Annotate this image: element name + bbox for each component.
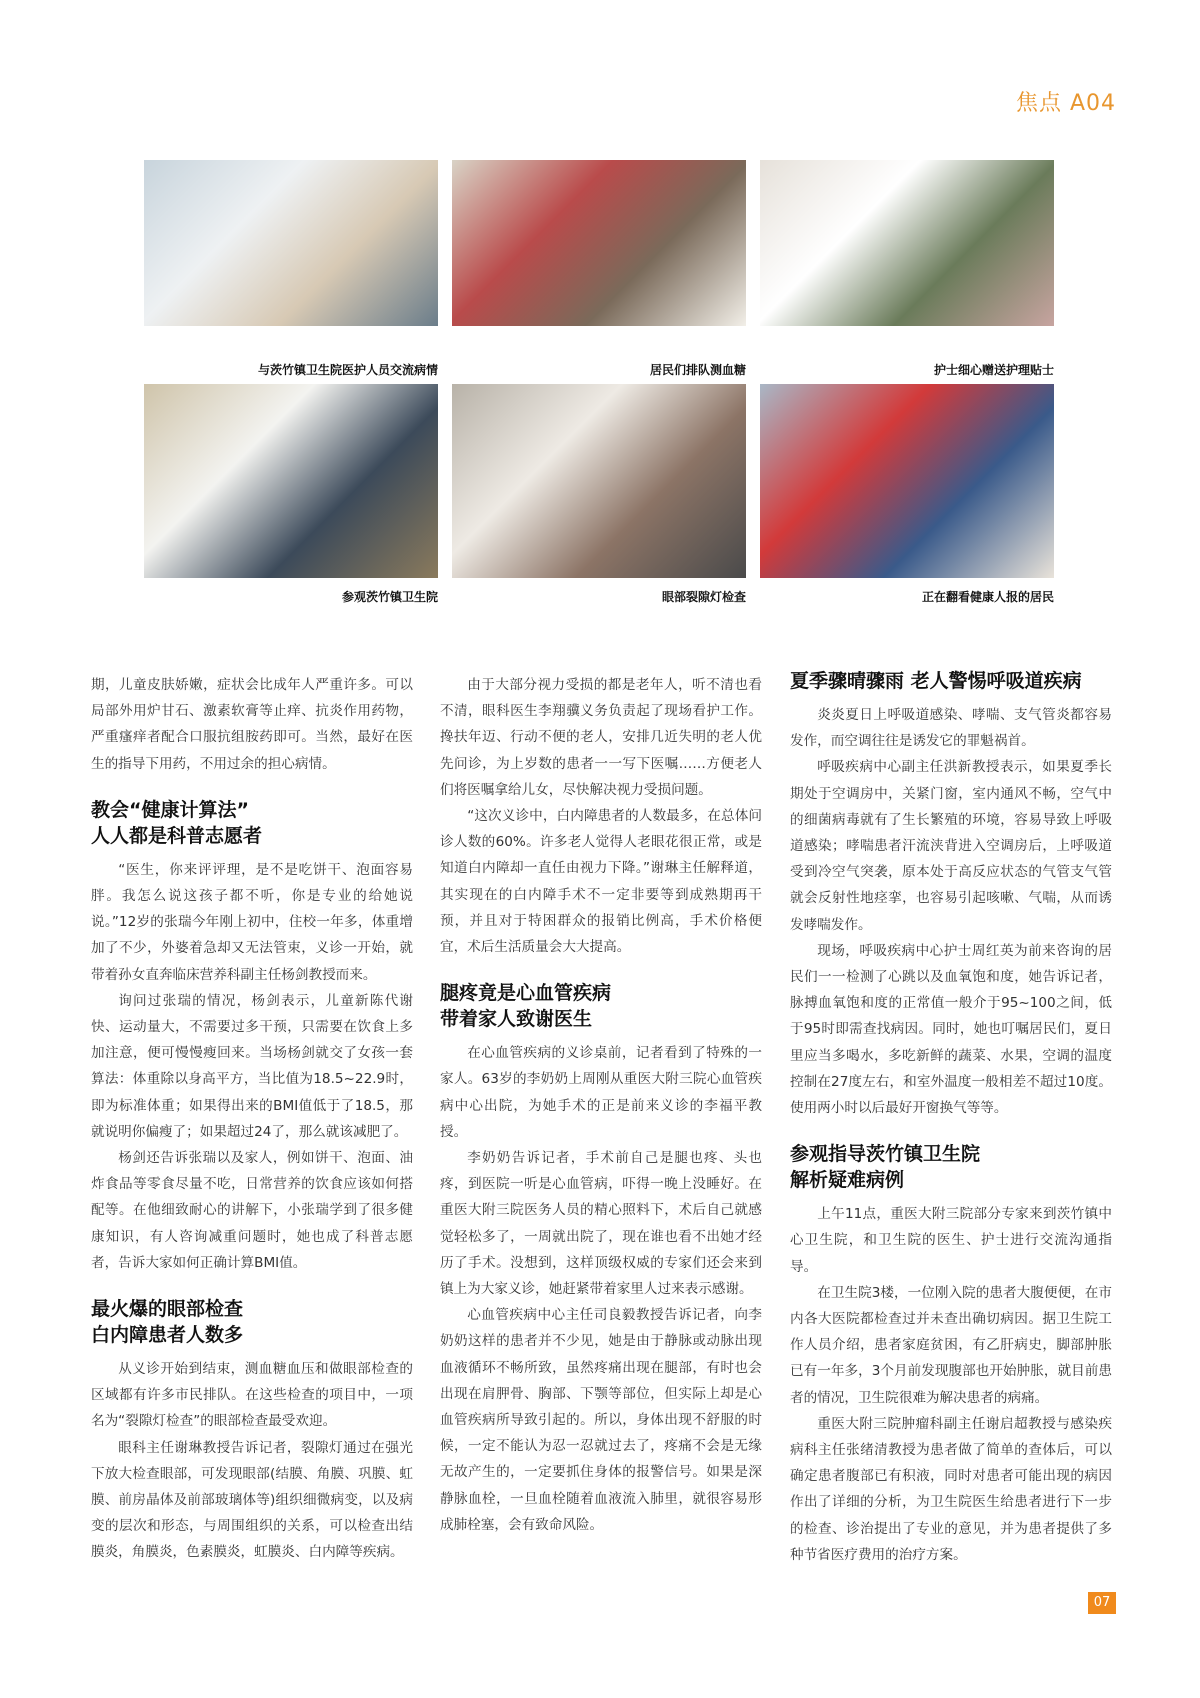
subheading (91, 1296, 413, 1348)
article-column-1 (91, 672, 413, 1566)
photo-4-caption: 参观茨竹镇卫生院 (341, 590, 438, 604)
photo-3-caption: 护士细心赠送护理贴士 (933, 363, 1054, 377)
photo-2 (452, 160, 746, 326)
section-code: A04 (1069, 91, 1116, 116)
photo-5 (452, 384, 746, 578)
paragraph: 杨剑还告诉张瑞以及家人，例如饼干、泡面、油炸食品等零食尽量不吃，日常营养的饮食应该如何搭配等。在他细致耐心的讲解下，小张瑞学到了很多健康知识，有人咨询减重问题时，她也成了科普志愿者，告诉大家如何正确计算BMI值。 (91, 1150, 413, 1271)
subheading-line: 带着家人致谢医生 (440, 1008, 593, 1031)
paragraph: 现场，呼吸疾病中心护士周红英为前来咨询的居民们一一检测了心跳以及血氧饱和度，她告诉记者，脉搏血氧饱和度的正常值一般介于95~100之间，低于95时即需查找病因。同时，她也叮嘱居民们，夏日里应当多喝水，多吃新鲜的蔬菜、水果，空调的温度控制在27度左右，和室外温度一般相差不超过10度。使用两小时以后最好开窗换气等等。 (790, 942, 1112, 1117)
paragraph: 上午11点，重医大附三院部分专家来到茨竹镇中心卫生院，和卫生院的医生、护士进行交流沟通指导。 (790, 1206, 1112, 1275)
section-header (1008, 86, 1116, 117)
subheading-line: 腿疼竟是心血管疾病 (440, 982, 612, 1005)
subheading-line: 人人都是科普志愿者 (91, 824, 263, 847)
paragraph: “这次义诊中，白内障患者的人数最多，在总体问诊人数的60%。许多老人觉得人老眼花很正常，或是知道白内障却一直任由视力下降。”谢琳主任解释道，其实现在的白内障手术不一定非要等到成熟期再干预，并且对于特困群众的报销比例高，手术价格便宜，术后生活质量会大大提高。 (440, 808, 762, 956)
photo-5-image (452, 384, 746, 578)
subheading (91, 797, 413, 849)
paragraph: 在心血管疾病的义诊桌前，记者看到了特殊的一家人。63岁的李奶奶上周刚从重医大附三院心血管疾病中心出院，为她手术的正是前来义诊的李福平教授。 (440, 1045, 762, 1140)
paragraph: 期，儿童皮肤娇嫩，症状会比成年人严重许多。可以局部外用炉甘石、激素软膏等止痒、抗炎作用药物，严重瘙痒者配合口服抗组胺药即可。当然，最好在医生的指导下用药，不用过余的担心病情。 (91, 677, 413, 772)
paragraph: 在卫生院3楼，一位刚入院的患者大腹便便，在市内各大医院都检查过并未查出确切病因。据卫生院工作人员介绍，患者家庭贫困，有乙肝病史，脚部肿胀已有一年多，3个月前发现腹部也开始肿胀，就目前患者的情况，卫生院很难为解决患者的病痛。 (790, 1284, 1112, 1406)
paragraph: 炎炎夏日上呼吸道感染、哮喘、支气管炎都容易发作，而空调往往是诱发它的罪魁祸首。 (790, 707, 1112, 750)
paragraph: 眼科主任谢琳教授告诉记者，裂隙灯通过在强光下放大检查眼部，可发现眼部(结膜、角膜、巩膜、虹膜、前房晶体及前部玻璃体等)组织细微病变，以及病变的层次和形态，与周围组织的关系，可以检查出结膜炎，角膜炎，色素膜炎，虹膜炎、白内障等疾病。 (91, 1439, 413, 1561)
photo-6-caption: 正在翻看健康人报的居民 (921, 590, 1054, 604)
photo-4 (144, 384, 438, 578)
section-name: 焦点 (1015, 91, 1062, 116)
paragraph: 重医大附三院肿瘤科副主任谢启超教授与感染疾病科主任张绪清教授为患者做了简单的查体后，可以确定患者腹部已有积液，同时对患者可能出现的病因作出了详细的分析，为卫生院医生给患者进行下一步的检查、诊治提出了专业的意见，并为患者提供了多种节省医疗费用的治疗方案。 (790, 1415, 1112, 1563)
subheading: 夏季骤晴骤雨 老人警惕呼吸道疾病 (790, 670, 1082, 692)
photo-2-caption: 居民们排队测血糖 (649, 363, 746, 377)
paragraph: 心血管疾病中心主任司良毅教授告诉记者，向李奶奶这样的患者并不少见，她是由于静脉或动脉出现血液循环不畅所致，虽然疼痛出现在腿部，有时也会出现在肩胛骨、胸部、下颚等部位，但实际上却是心血管疾病所导致引起的。所以，身体出现不舒服的时候，一定不能认为忍一忍就过去了，疼痛不会是无缘无故产生的，一定要抓住身体的报警信号。如果是深静脉血栓，一旦血栓随着血液流入肺里，就很容易形成肺栓塞，会有致命风险。 (440, 1307, 762, 1533)
photo-2-image (452, 160, 746, 326)
paragraph: 询问过张瑞的情况，杨剑表示，儿童新陈代谢快、运动量大，不需要过多干预，只需要在饮食上多加注意，便可慢慢瘦回来。当场杨剑就交了女孩一套算法：体重除以身高平方，当比值为18.5~22.9时，即为标准体重；如果得出来的BMI值低于了18.5，那就说明你偏瘦了；如果超过24了，那么就该减肥了。 (91, 992, 413, 1140)
article-column-2 (440, 672, 762, 1538)
photo-1 (144, 160, 438, 326)
paragraph: 从义诊开始到结束，测血糖血压和做眼部检查的区域都有许多市民排队。在这些检查的项目中，一项名为“裂隙灯检查”的眼部检查最受欢迎。 (91, 1361, 413, 1430)
photo-6-image (760, 384, 1054, 578)
subheading-line: 教会“健康计算法” (91, 798, 249, 821)
photo-4-image (144, 384, 438, 578)
paragraph: “医生，你来评评理，是不是吃饼干、泡面容易胖。我怎么说这孩子都不听，你是专业的给她说说。”12岁的张瑞今年刚上初中，住校一年多，体重增加了不少，外婆着急却又无法管束，义诊一开始，就带着孙女直奔临床营养科副主任杨剑教授而来。 (91, 861, 413, 983)
photo-3 (760, 160, 1054, 326)
subheading-line: 白内障患者人数多 (91, 1324, 244, 1347)
paragraph: 呼吸疾病中心副主任洪新教授表示，如果夏季长期处于空调房中，关紧门窗，室内通风不畅，空气中的细菌病毒就有了生长繁殖的环境，容易导致上呼吸道感染；哮喘患者汗流浃背进入空调房后，上呼吸道受到冷空气突袭，原本处于高反应状态的气管支气管就会反射性地痉挛，也容易引起咳嗽、气喘，从而诱发哮喘发作。 (790, 759, 1112, 933)
photo-6 (760, 384, 1054, 578)
photo-5-caption: 眼部裂隙灯检查 (661, 590, 746, 604)
subheading-line: 参观指导茨竹镇卫生院 (790, 1143, 981, 1166)
subheading (440, 980, 762, 1032)
subheading-line: 解析疑难病例 (790, 1169, 905, 1192)
article-column-3 (790, 668, 1112, 1568)
paragraph: 李奶奶告诉记者，手术前自己是腿也疼、头也疼，到医院一听是心血管病，吓得一晚上没睡好。在重医大附三院医务人员的精心照料下，术后自己就感觉轻松多了，一周就出院了，现在谁也看不出她才经历了手术。没想到，这样顶级权威的专家们还会来到镇上为大家义诊，她赶紧带着家里人过来表示感谢。 (440, 1150, 762, 1298)
photo-1-caption: 与茨竹镇卫生院医护人员交流病情 (257, 363, 438, 377)
page-number: 07 (1088, 1592, 1116, 1614)
subheading (790, 1141, 1112, 1193)
photo-3-image (760, 160, 1054, 326)
paragraph: 由于大部分视力受损的都是老年人，听不清也看不清，眼科医生李翔骥义务负责起了现场看护工作。搀扶年迈、行动不便的老人，安排几近失明的老人优先问诊，为上岁数的患者一一写下医嘱……方便老人们将医嘱拿给儿女，尽快解决视力受损问题。 (440, 677, 762, 798)
photo-1-image (144, 160, 438, 326)
subheading-line: 最火爆的眼部检查 (91, 1298, 244, 1321)
